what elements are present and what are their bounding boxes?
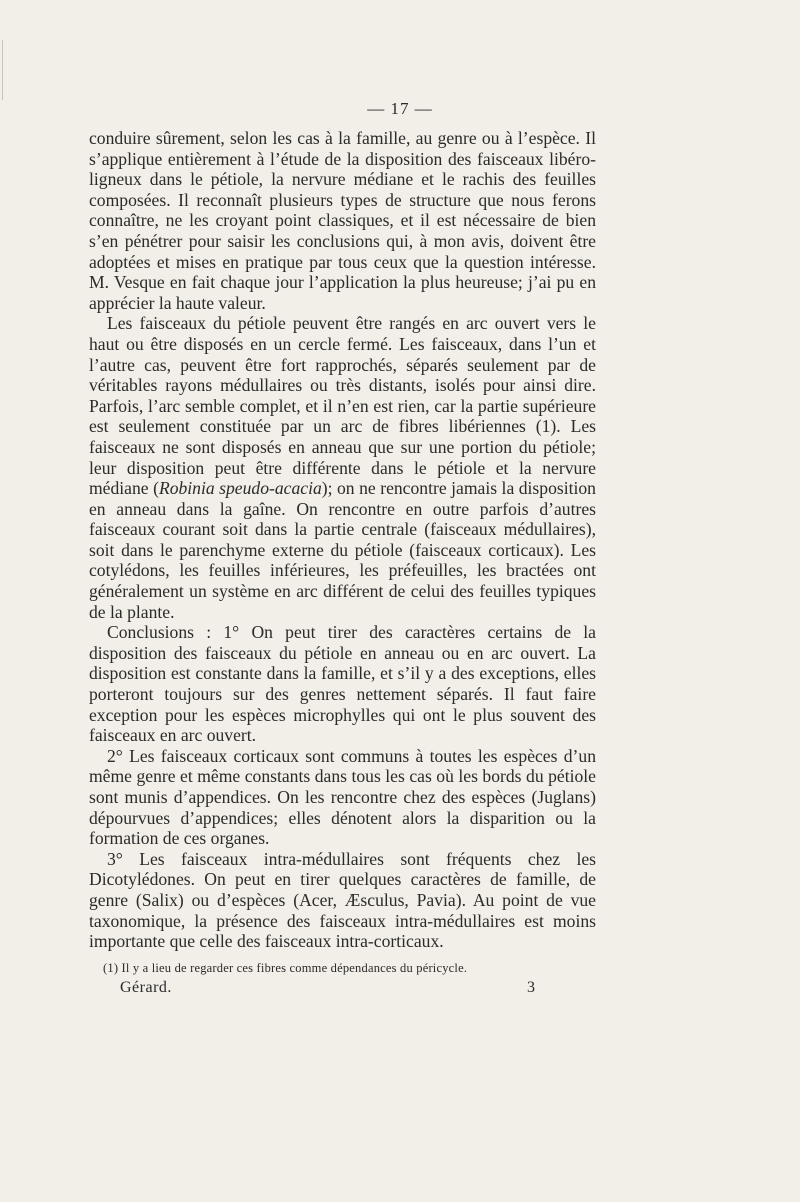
- paragraph-p2: [89, 313, 596, 622]
- signature-name: Gérard.: [120, 979, 172, 996]
- paragraph-text: 3° Les faisceaux intra-médullaires sont fréquents chez les Dicotylédones. On peut en tirer quelques caractères de famille, de genre (Salix) ou d’espèces (Acer, Æsculus, Pavia). Au point de vue taxonomique, la présence des faisceaux intra-médullaires est moins importante que celle des faisceaux intra-corticaux.: [89, 848, 596, 952]
- body-text: [89, 128, 596, 952]
- page-edge-mark: [2, 40, 3, 100]
- paragraph-text: Les faisceaux du pétiole peuvent être rangés en arc ouvert vers le haut ou être disposés en un cercle fermé. Les faisceaux, dans l’un et l’autre cas, peuvent être fort rapprochés, séparés seulement par de véritables rayons médullaires ou très distants, isolés pour ainsi dire. Parfois, l’arc semble complet, et il n’en est rien, car la partie supérieure est seulement constituée par un arc de fibres libériennes (1). Les faisceaux ne sont disposés en anneau que sur une portion du pétiole; leur disposition peut être différente dans le pétiole et la nervure médiane (: [89, 313, 596, 499]
- paragraph-p1: [89, 128, 596, 313]
- footnote: (1) Il y a lieu de regarder ces fibres comme dépendances du péricycle.: [103, 961, 468, 975]
- page-folio: — 17 —: [367, 99, 433, 118]
- paragraph-p5: [89, 849, 596, 952]
- italic-term: Robinia speudo-acacia: [158, 478, 322, 499]
- paragraph-text: Conclusions : 1° On peut tirer des caractères certains de la disposition des faisceaux du pétiole en anneau ou en arc ouvert. La disposition est constante dans la famille, et s’il y a des exceptions, elles porteront toujours sur des genres nettement séparés. Il faut faire exception pour les espèces microphylles qui ont le plus souvent des faisceaux en arc ouvert.: [89, 622, 596, 746]
- paragraph-p4: [89, 746, 596, 849]
- paragraph-text: 2° Les faisceaux corticaux sont communs à toutes les espèces d’un même genre et même constants dans tous les cas où les bords du pétiole sont munis d’appendices. On les rencontre chez des espèces (Juglans) dépourvues d’appendices; elles dénotent alors la disparition ou la formation de ces organes.: [89, 745, 596, 849]
- signature-number: 3: [527, 979, 535, 996]
- paragraph-text: conduire sûrement, selon les cas à la famille, au genre ou à l’espèce. Il s’applique entièrement à l’étude de la disposition des faisceaux libéro-ligneux dans le pétiole, la nervure médiane et le rachis des feuilles composées. Il reconnaît plusieurs types de structure que nous ferons connaître, ne les croyant point classiques, et il est nécessaire de bien s’en pénétrer pour saisir les conclusions qui, à mon avis, doivent être adoptées et mises en pratique par tous ceux que la question intéresse. M. Vesque en fait chaque jour l’application la plus heureuse; j’ai pu en apprécier la haute valeur.: [89, 128, 596, 313]
- paragraph-p3: [89, 622, 596, 746]
- paragraph-text: ); on ne rencontre jamais la disposition en anneau dans la gaîne. On rencontre en outre parfois d’autres faisceaux courant soit dans la partie centrale (faisceaux médullaires), soit dans le parenchyme externe du pétiole (faisceaux corticaux). Les cotylédons, les feuilles inférieures, les préfeuilles, les bractées ont généralement un système en arc différent de celui des feuilles typiques de la plante.: [89, 478, 596, 622]
